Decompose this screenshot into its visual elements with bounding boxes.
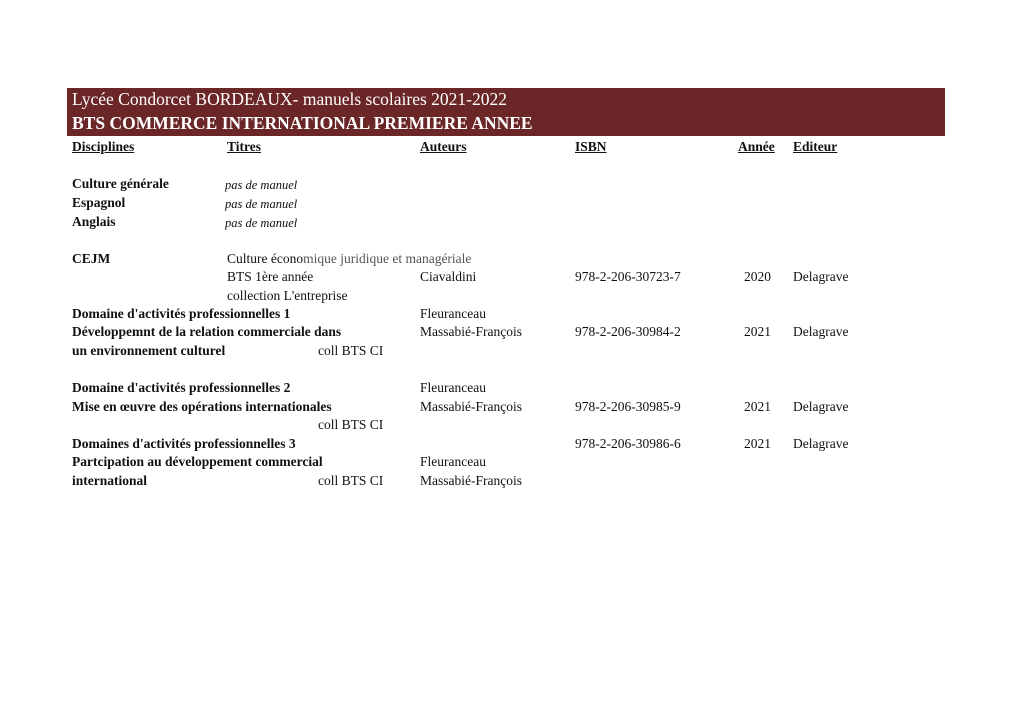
document-title: Lycée Condorcet BORDEAUX- manuels scolaires 2021-2022 <box>72 89 507 109</box>
coll-dap1: coll BTS CI <box>318 343 384 358</box>
titre-dap2-line1: Mise en œuvre des opérations internationales <box>72 399 332 414</box>
auteur-dap3-1: Fleuranceau <box>420 454 486 469</box>
editeur-dap2: Delagrave <box>793 399 849 414</box>
discipline-cejm: CEJM <box>72 251 111 266</box>
auteur-dap1-2: Massabié-François <box>420 324 522 339</box>
auteur-dap2-1: Fleuranceau <box>420 380 486 395</box>
titre-dap3-line2: international <box>72 473 148 488</box>
isbn-dap2: 978-2-206-30985-9 <box>575 399 681 414</box>
document-header-band <box>67 88 945 136</box>
editeur-dap1: Delagrave <box>793 324 849 339</box>
annee-dap2: 2021 <box>744 399 771 414</box>
discipline-dap3: Domaines d'activités professionnelles 3 <box>72 436 296 451</box>
discipline-espagnol: Espagnol <box>72 195 126 210</box>
isbn-cejm: 978-2-206-30723-7 <box>575 269 681 284</box>
auteur-cejm: Ciavaldini <box>420 269 477 284</box>
auteur-dap3-2: Massabié-François <box>420 473 522 488</box>
discipline-culture-generale: Culture générale <box>72 176 169 191</box>
annee-dap3: 2021 <box>744 436 771 451</box>
editeur-dap3: Delagrave <box>793 436 849 451</box>
titre-culture-generale: pas de manuel <box>225 178 298 192</box>
discipline-dap2: Domaine d'activités professionnelles 2 <box>72 380 291 395</box>
titre-dap1-line2: un environnement culturel <box>72 343 226 358</box>
titre-cejm-line3: collection L'entreprise <box>227 288 348 303</box>
titre-espagnol: pas de manuel <box>225 197 298 211</box>
column-header-disciplines: Disciplines <box>72 139 135 154</box>
isbn-dap1: 978-2-206-30984-2 <box>575 324 681 339</box>
discipline-anglais: Anglais <box>72 214 116 229</box>
column-header-auteurs: Auteurs <box>420 139 467 154</box>
isbn-dap3: 978-2-206-30986-6 <box>575 436 681 451</box>
annee-cejm: 2020 <box>744 269 771 284</box>
coll-dap3: coll BTS CI <box>318 473 384 488</box>
titre-cejm-line2: BTS 1ère année <box>227 269 314 284</box>
editeur-cejm: Delagrave <box>793 269 849 284</box>
auteur-dap2-2: Massabié-François <box>420 399 522 414</box>
auteur-dap1-1: Fleuranceau <box>420 306 486 321</box>
titre-cejm: Culture économique juridique et managériale <box>227 251 472 266</box>
discipline-dap1: Domaine d'activités professionnelles 1 <box>72 306 291 321</box>
column-header-isbn: ISBN <box>575 139 607 154</box>
column-header-editeur: Editeur <box>793 139 838 154</box>
column-header-titres: Titres <box>227 139 262 154</box>
coll-dap2: coll BTS CI <box>318 417 384 432</box>
titre-anglais: pas de manuel <box>225 216 298 230</box>
titre-dap3-line1: Partcipation au développement commercial <box>72 454 323 469</box>
document-subtitle: BTS COMMERCE INTERNATIONAL PREMIERE ANNEE <box>72 113 533 133</box>
annee-dap1: 2021 <box>744 324 771 339</box>
titre-dap1-line1: Développemnt de la relation commerciale dans <box>72 324 342 339</box>
column-header-annee: Année <box>738 139 775 154</box>
